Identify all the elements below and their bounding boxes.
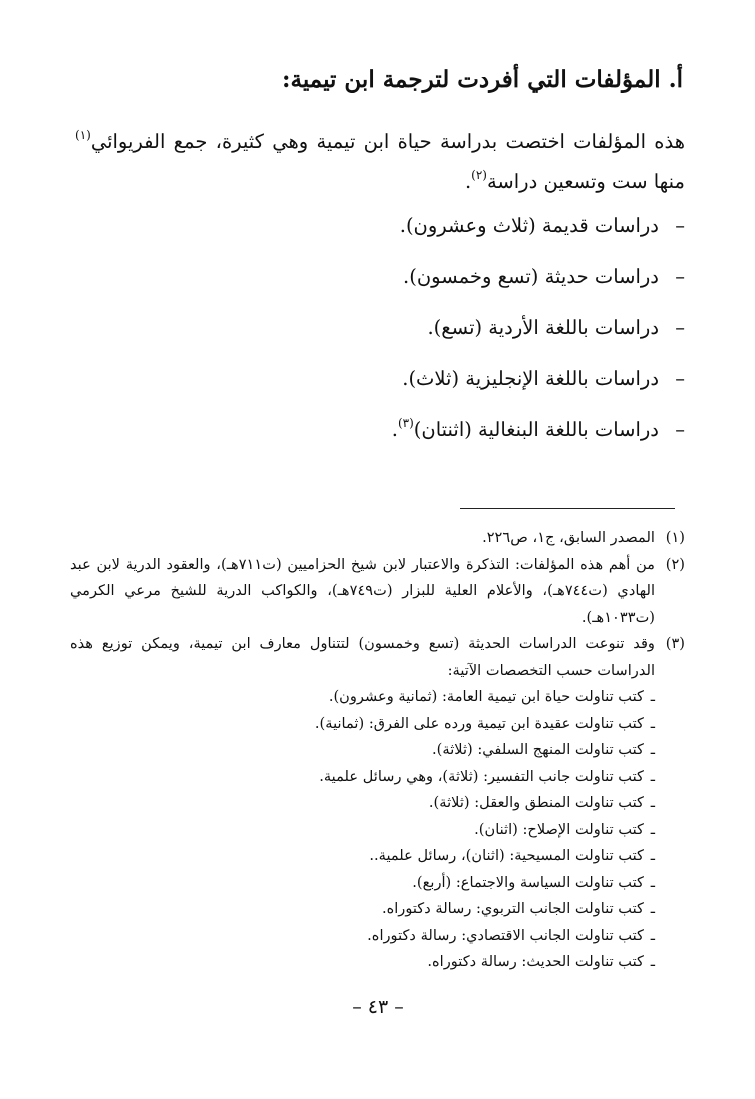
footnote-3 — [70, 631, 685, 976]
dash-marker: – — [675, 316, 685, 339]
list-item-text: كتب تناولت حياة ابن تيمية العامة: (ثمانية وعشرون). — [328, 688, 644, 705]
dash-marker: ـ — [650, 847, 655, 864]
list-item — [70, 923, 655, 950]
dash-marker: ـ — [650, 873, 655, 891]
list-item-text: دراسات باللغة الأردية (تسع). — [427, 316, 659, 339]
dash-marker: ـ — [650, 953, 655, 970]
footnote-number: (٢) — [665, 555, 685, 573]
footnote-ref-1[interactable]: (١) — [75, 128, 91, 142]
list-item-text: كتب تناولت المسيحية: (اثنان)، رسائل علمية.. — [369, 847, 644, 864]
dash-marker: – — [675, 214, 685, 237]
list-item-text: كتب تناولت الإصلاح: (اثنان). — [474, 820, 644, 838]
list-item — [70, 790, 655, 817]
list-item-text: دراسات قديمة (ثلاث وعشرون). — [399, 214, 659, 237]
footnotes — [70, 525, 685, 976]
list-item-text: كتب تناولت الجانب التربوي: رسالة دكتوراه. — [381, 900, 644, 917]
list-item-text: كتب تناولت جانب التفسير: (ثلاثة)، وهي رسائل علمية. — [319, 767, 644, 785]
intro-text-part-1: هذه المؤلفات اختصت بدراسة حياة ابن تيمية وهي كثيرة، جمع الفريوائي — [90, 130, 685, 153]
footnote-1 — [70, 525, 685, 552]
footnote-separator — [460, 508, 675, 509]
page-number: – ٤٣ – — [352, 996, 404, 1018]
intro-text-part-2: منها ست وتسعين دراسة — [486, 170, 685, 193]
intro-end-punct: . — [464, 170, 472, 193]
dash-marker: ـ — [650, 900, 655, 917]
list-item — [70, 949, 655, 976]
specialization-list — [70, 684, 655, 976]
list-item — [392, 208, 685, 259]
footnote-body — [70, 631, 655, 976]
footnote-2 — [70, 552, 685, 632]
footnote-text: من أهم هذه المؤلفات: التذكرة والاعتبار لابن شيخ الحزاميين (ت٧١١هـ)، والعقود الدرية لابن عبد الهادي (ت٧٤٤هـ)، والأعلام العلية للبزار (ت٧٤٩هـ)، والكواكب الدرية للشيخ مرعي الكرمي (ت١٠٣٣هـ). — [70, 555, 655, 626]
dash-marker: ـ — [650, 820, 655, 838]
list-item — [70, 870, 655, 897]
list-item-text: دراسات باللغة البنغالية (اثنتان) — [413, 418, 659, 441]
list-item-text: كتب تناولت المنهج السلفي: (ثلاثة). — [432, 741, 644, 758]
dash-marker: ـ — [650, 926, 655, 944]
list-item-end-punct: . — [391, 418, 398, 441]
footnote-text: وقد تنوعت الدراسات الحديثة (تسع وخمسون) لتتناول معارف ابن تيمية، ويمكن توزيع هذه الدراسات حسب التخصصات الآتية: — [70, 635, 655, 679]
list-item — [392, 259, 685, 310]
dash-marker: ـ — [650, 714, 655, 732]
dash-marker: ـ — [650, 767, 655, 785]
footnote-number: (٣) — [665, 635, 685, 652]
list-item — [70, 764, 655, 791]
list-item-text: كتب تناولت المنطق والعقل: (ثلاثة). — [428, 794, 644, 811]
list-item — [392, 310, 685, 361]
footnote-ref-2[interactable]: (٢) — [471, 168, 487, 182]
list-item — [70, 896, 655, 923]
dash-marker: – — [675, 367, 685, 390]
intro-paragraph — [75, 122, 685, 202]
dash-marker: ـ — [650, 688, 655, 705]
list-item — [70, 843, 655, 870]
footnote-ref-3[interactable]: (٣) — [397, 416, 414, 430]
list-item — [392, 361, 685, 412]
footnote-number: (١) — [665, 529, 685, 546]
list-item — [70, 684, 655, 711]
list-item-text: دراسات حديثة (تسع وخمسون). — [403, 265, 659, 288]
dash-marker: ـ — [650, 741, 655, 758]
list-item-text: كتب تناولت السياسة والاجتماع: (أربع). — [412, 873, 644, 891]
studies-list — [392, 208, 685, 463]
list-item-text: كتب تناولت الحديث: رسالة دكتوراه. — [427, 953, 644, 970]
list-item-text: كتب تناولت عقيدة ابن تيمية ورده على الفرق: (ثمانية). — [314, 714, 644, 732]
list-item — [392, 412, 685, 463]
dash-marker: – — [675, 265, 685, 288]
list-item — [70, 817, 655, 844]
footnote-text: المصدر السابق، ج١، ص٢٢٦. — [482, 529, 655, 546]
dash-marker: – — [675, 418, 685, 441]
section-heading: أ. المؤلفات التي أفردت لترجمة ابن تيمية: — [282, 66, 683, 93]
list-item — [70, 737, 655, 764]
list-item — [70, 711, 655, 738]
dash-marker: ـ — [650, 794, 655, 811]
list-item-text: كتب تناولت الجانب الاقتصادي: رسالة دكتوراه. — [367, 926, 644, 944]
list-item-text: دراسات باللغة الإنجليزية (ثلاث). — [402, 367, 659, 390]
